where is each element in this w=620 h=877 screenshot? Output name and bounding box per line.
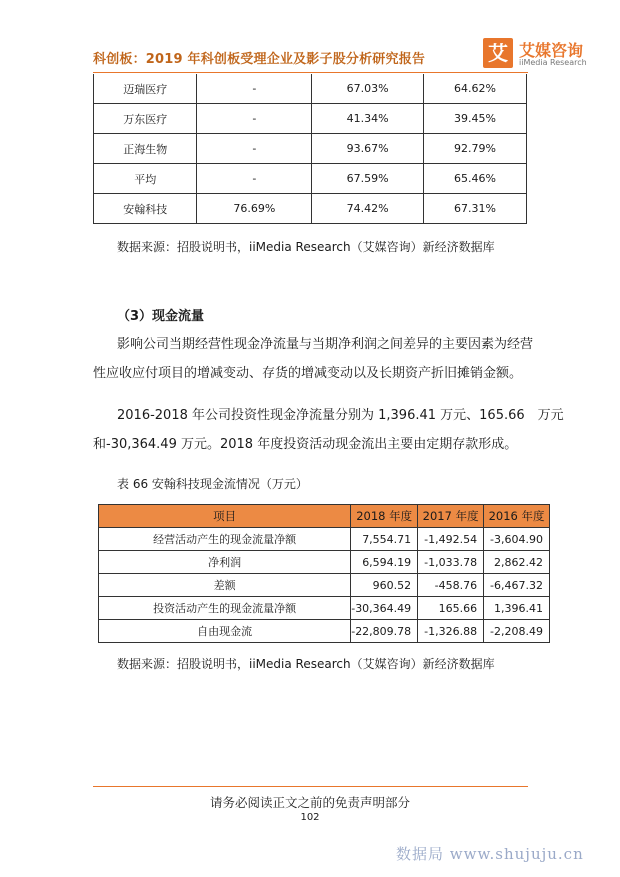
table-cell: 安翰科技 <box>94 194 197 224</box>
logo-mark: 艾 <box>483 38 513 68</box>
table-cell: 净利润 <box>99 551 351 574</box>
paragraph-line: 影响公司当期经营性现金净流量与当期净利润之间差异的主要因素为经营 <box>117 337 534 352</box>
column-header: 项目 <box>99 505 351 528</box>
table-cell: 正海生物 <box>94 134 197 164</box>
table-row <box>94 74 527 104</box>
table-cell: 165.66 <box>418 597 484 620</box>
table-cell: 41.34% <box>312 104 424 134</box>
table-cell: 1,396.41 <box>484 597 550 620</box>
table-cell: 差额 <box>99 574 351 597</box>
column-header: 2017 年度 <box>418 505 484 528</box>
table-cell: 经营活动产生的现金流量净额 <box>99 528 351 551</box>
data-source-note: 数据来源：招股说明书，iiMedia Research（艾媒咨询）新经济数据库 <box>117 657 495 671</box>
table-cell: 7,554.71 <box>351 528 418 551</box>
table-cell: 万东医疗 <box>94 104 197 134</box>
table-cell: 76.69% <box>197 194 312 224</box>
table-cell: 64.62% <box>424 74 527 104</box>
table-cell: - <box>197 104 312 134</box>
table-cell: 93.67% <box>312 134 424 164</box>
table-cell: 65.46% <box>424 164 527 194</box>
paragraph-line: 和-30,364.49 万元。2018 年度投资活动现金流出主要由定期存款形成。 <box>93 437 518 452</box>
table-cell: - <box>197 134 312 164</box>
logo-chinese-name: 艾媒咨询 <box>519 41 584 60</box>
paragraph-line: 性应收应付项目的增减变动、存货的增减变动以及长期资产折旧摊销金额。 <box>93 366 523 381</box>
iimedia-logo <box>483 38 593 70</box>
table-cell: - <box>197 164 312 194</box>
table-cell: 6,594.19 <box>351 551 418 574</box>
page-number: 102 <box>300 812 320 823</box>
column-header: 2018 年度 <box>351 505 418 528</box>
section-heading-cash-flow: （3）现金流量 <box>117 309 205 324</box>
table-cell: 67.31% <box>424 194 527 224</box>
table-cell: -30,364.49 <box>351 597 418 620</box>
table-row <box>99 620 550 643</box>
logo-english-name: iiMedia Research <box>519 58 587 67</box>
table-cell: -3,604.90 <box>484 528 550 551</box>
table-cell: - <box>197 74 312 104</box>
table-row <box>94 194 527 224</box>
footer-divider <box>93 786 528 787</box>
table-cell: 67.59% <box>312 164 424 194</box>
table-cell: 67.03% <box>312 74 424 104</box>
table-cell: -6,467.32 <box>484 574 550 597</box>
table-cell: -458.76 <box>418 574 484 597</box>
header-divider <box>93 72 528 73</box>
table-row <box>99 597 550 620</box>
table-row <box>99 528 550 551</box>
table-cell: -2,208.49 <box>484 620 550 643</box>
table-caption: 表 66 安翰科技现金流情况（万元） <box>117 477 308 491</box>
paragraph <box>93 330 533 388</box>
paragraph <box>93 401 564 459</box>
table-cell: 自由现金流 <box>99 620 351 643</box>
table-cell: 92.79% <box>424 134 527 164</box>
table-cell: 迈瑞医疗 <box>94 74 197 104</box>
table-cell: 平均 <box>94 164 197 194</box>
table-cell: 74.42% <box>312 194 424 224</box>
column-header: 2016 年度 <box>484 505 550 528</box>
data-source-note: 数据来源：招股说明书，iiMedia Research（艾媒咨询）新经济数据库 <box>117 240 495 254</box>
cash-flow-table <box>98 504 550 643</box>
table-row <box>99 574 550 597</box>
table-row <box>94 164 527 194</box>
table-cell: -22,809.78 <box>351 620 418 643</box>
table-cell: -1,326.88 <box>418 620 484 643</box>
table-cell: 39.45% <box>424 104 527 134</box>
table-cell: -1,033.78 <box>418 551 484 574</box>
table-cell: 960.52 <box>351 574 418 597</box>
table-row <box>94 104 527 134</box>
table-header-row <box>99 505 550 528</box>
site-watermark: 数据局 www.shujuju.cn <box>396 845 584 863</box>
table-cell: 2,862.42 <box>484 551 550 574</box>
disclaimer-note: 请务必阅读正文之前的免责声明部分 <box>209 795 410 810</box>
report-header-title: 科创板：2019 年科创板受理企业及影子股分析研究报告 <box>93 52 426 67</box>
table-cell: 投资活动产生的现金流量净额 <box>99 597 351 620</box>
paragraph-line: 2016-2018 年公司投资性现金净流量分别为 1,396.41 万元、165.66 万元 <box>117 408 564 423</box>
table-cell: -1,492.54 <box>418 528 484 551</box>
gross-margin-comparison-table <box>93 74 527 224</box>
table-row <box>99 551 550 574</box>
table-row <box>94 134 527 164</box>
